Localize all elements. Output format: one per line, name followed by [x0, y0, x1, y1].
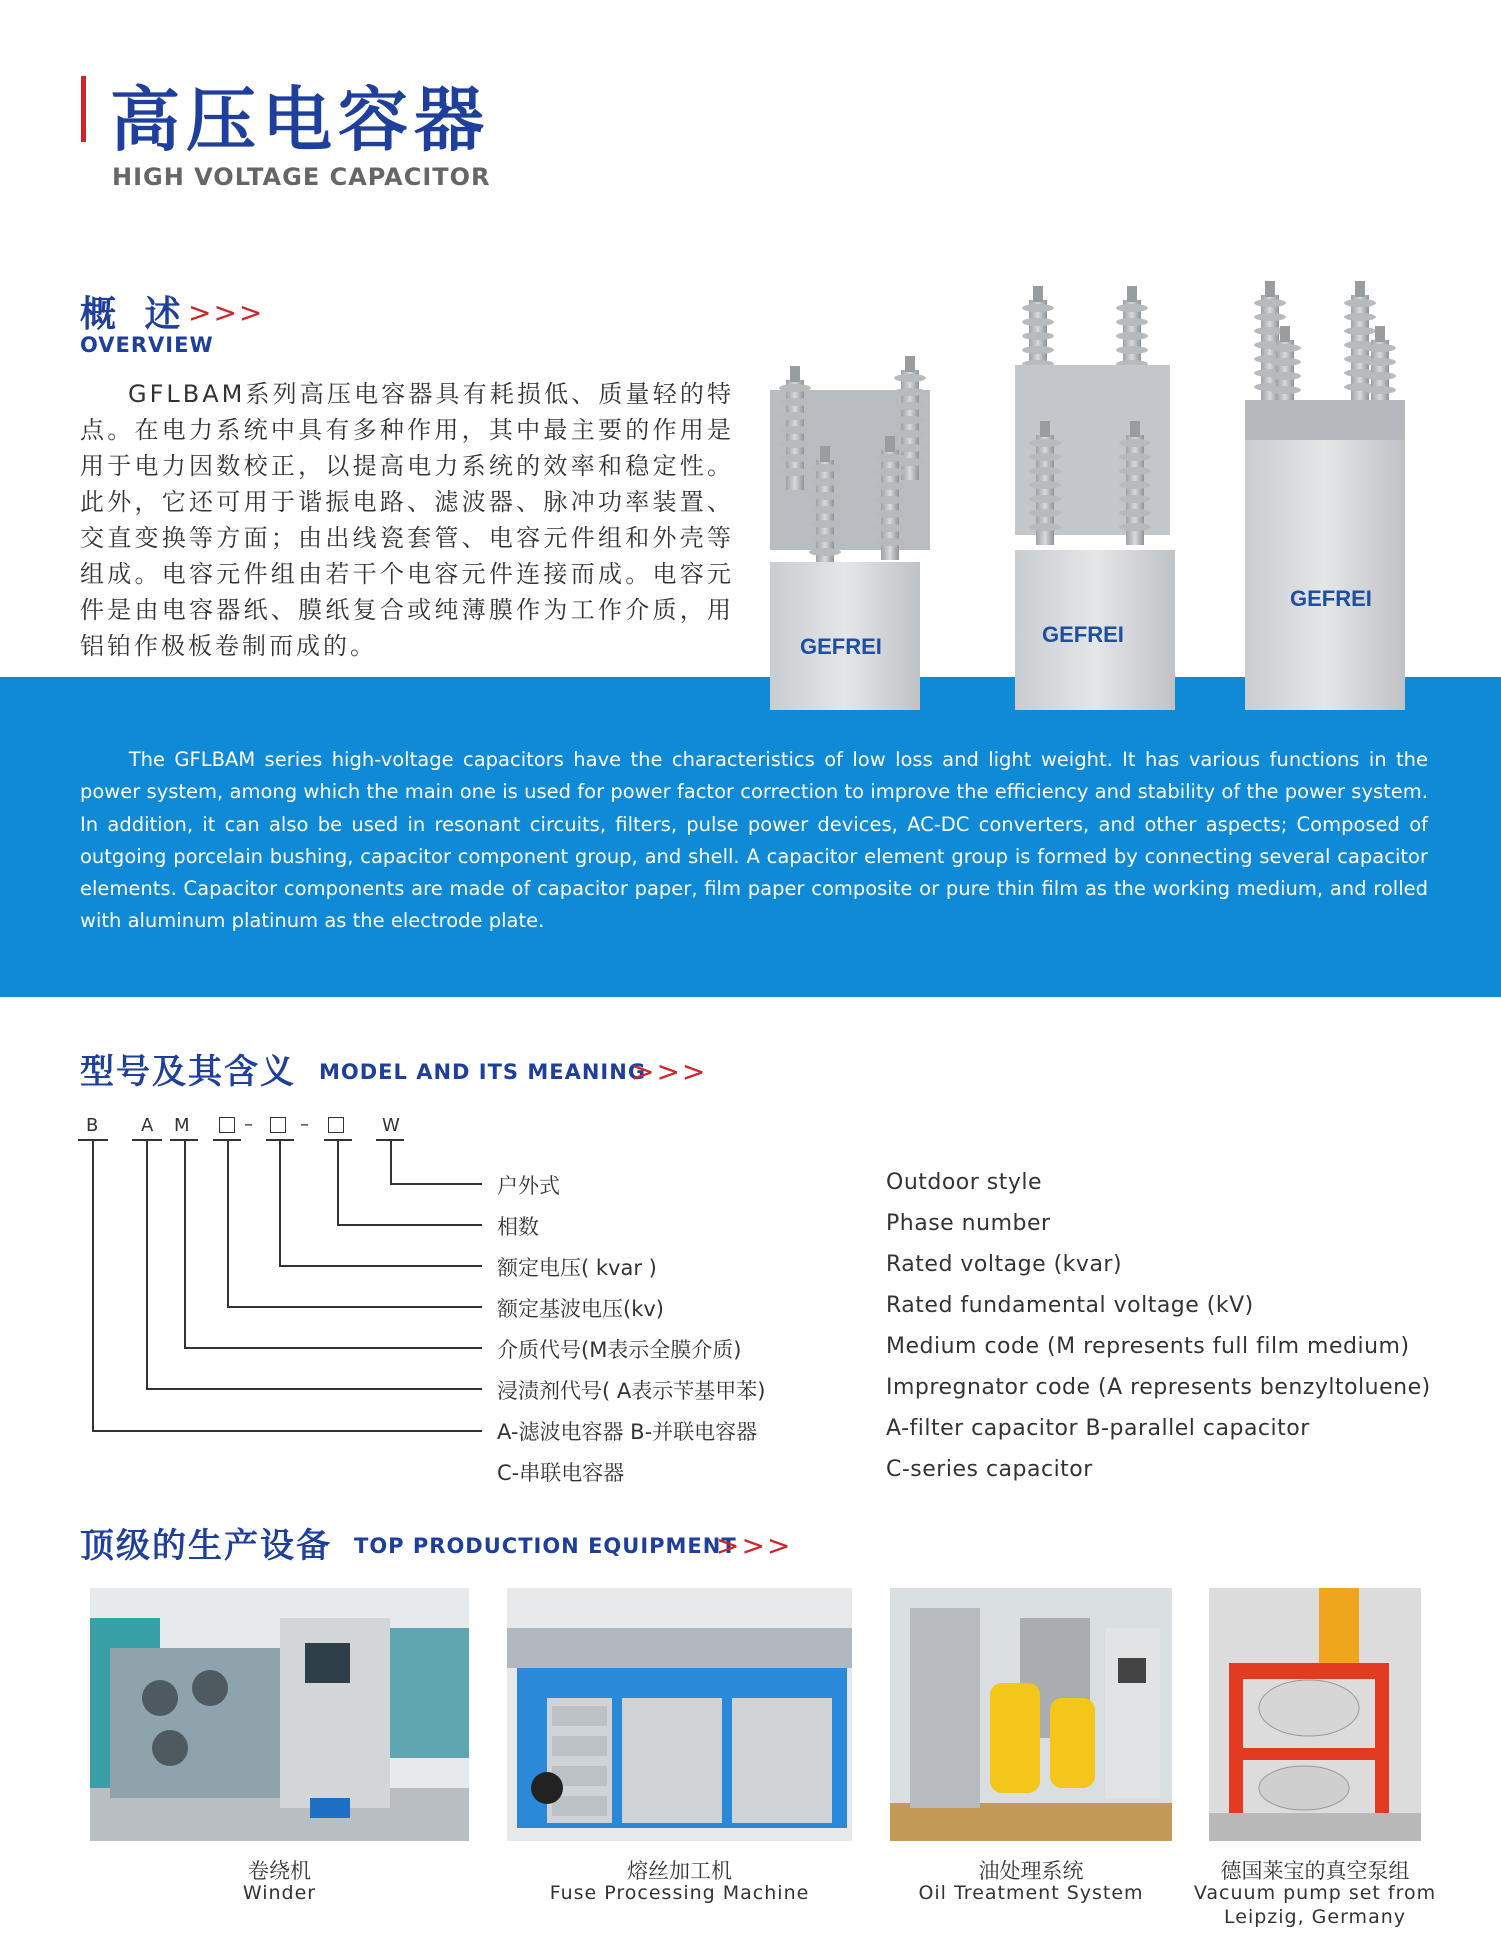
connector-line — [146, 1388, 482, 1390]
connector-line — [184, 1140, 186, 1347]
meaning-en: Rated voltage (kvar) — [886, 1252, 1123, 1277]
meaning-cn: 介质代号(M表示全膜介质) — [497, 1338, 742, 1362]
connector-line — [227, 1306, 482, 1308]
equipment-title: 顶级的生产设备 — [80, 1526, 332, 1566]
meaning-cn: A-滤波电容器 B-并联电容器 — [497, 1420, 758, 1444]
brand-logo: GEFREI — [1290, 586, 1372, 611]
code-box-3 — [328, 1117, 344, 1133]
overview-text-en: The GFLBAM series high-voltage capacitors have the characteristics of low loss and light weight. It has various functions in the power system, among which the main one is used for power factor correction to improve the efficiency and stability of the power system. In addition, it can also be used in resonant circuits, filters, pulse power devices, AC-DC converters, and other aspects; Composed of outgoing porcelain bushing, capacitor component group, and shell. A capacitor element group is formed by connecting several capacitor elements. Capacitor components are made of capacitor paper, film paper composite or pure thin film as the working medium, and rolled with aluminum platinum as the electrode plate. — [80, 748, 1428, 933]
code-letter-m: M — [174, 1115, 190, 1136]
code-box-1 — [219, 1117, 235, 1133]
meaning-cn: C-串联电容器 — [497, 1461, 625, 1485]
equipment-caption-en: Vacuum pump set from Leipzig, Germany — [1193, 1882, 1437, 1928]
title-accent-bar — [81, 76, 86, 142]
vacuum-pump-photo — [1209, 1588, 1421, 1841]
equipment-caption-en: Winder — [242, 1882, 317, 1904]
connector-line — [279, 1265, 482, 1267]
overview-arrows: >>> — [188, 296, 265, 329]
equipment-subtitle: TOP PRODUCTION EQUIPMENT — [354, 1534, 737, 1558]
model-subtitle: MODEL AND ITS MEANING — [319, 1060, 647, 1084]
connector-line — [146, 1140, 148, 1388]
equipment-arrows: >>> — [716, 1529, 793, 1562]
oil-treatment-photo — [890, 1588, 1172, 1841]
meaning-en: Medium code (M represents full film medium) — [886, 1334, 1410, 1359]
connector-line — [184, 1347, 482, 1349]
equipment-caption-en: Fuse Processing Machine — [549, 1882, 810, 1904]
code-letter-a: A — [141, 1115, 154, 1136]
meaning-en: Phase number — [886, 1211, 1051, 1236]
model-arrows: >>> — [631, 1055, 708, 1088]
meaning-cn: 户外式 — [497, 1174, 560, 1198]
brand-logo: GEFREI — [800, 634, 882, 659]
code-letter-w: W — [382, 1115, 400, 1136]
meaning-en: Rated fundamental voltage (kV) — [886, 1293, 1254, 1318]
connector-line — [337, 1224, 482, 1226]
connector-line — [227, 1140, 229, 1306]
meaning-en: Impregnator code (A represents benzyltoluene) — [886, 1375, 1431, 1400]
page-title: 高压电容器 — [110, 79, 490, 161]
meaning-cn: 相数 — [497, 1215, 539, 1239]
winder-photo — [90, 1588, 469, 1841]
meaning-cn: 额定电压( kvar ) — [497, 1256, 657, 1280]
connector-line — [390, 1140, 392, 1183]
connector-line — [279, 1140, 281, 1265]
equipment-caption-cn: 熔丝加工机 — [627, 1859, 732, 1883]
meaning-en: A-filter capacitor B-parallel capacitor — [886, 1416, 1310, 1441]
equipment-caption-cn: 卷绕机 — [248, 1859, 311, 1883]
equipment-caption-cn: 油处理系统 — [978, 1859, 1084, 1883]
code-dash-1: – — [244, 1114, 253, 1135]
fuse-processing-photo — [507, 1588, 852, 1841]
code-dash-2: – — [300, 1114, 309, 1135]
equipment-caption-en: Oil Treatment System — [918, 1882, 1144, 1904]
capacitor-product-image — [740, 270, 1440, 710]
brand-logo: GEFREI — [1042, 622, 1124, 647]
meaning-en: C-series capacitor — [886, 1457, 1093, 1482]
connector-line — [337, 1140, 339, 1224]
overview-title: 概 述 — [80, 294, 189, 335]
connector-line — [390, 1183, 482, 1185]
code-box-2 — [270, 1117, 286, 1133]
connector-line — [92, 1140, 94, 1430]
page-subtitle: HIGH VOLTAGE CAPACITOR — [112, 163, 491, 191]
meaning-cn: 浸渍剂代号( A表示苄基甲苯) — [497, 1379, 766, 1403]
overview-text-cn: GFLBAM系列高压电容器具有耗损低、质量轻的特点。在电力系统中具有多种作用，其中最主要的作用是用于电力因数校正，以提高电力系统的效率和稳定性。此外，它还可用于谐振电路、滤波器、脉冲功率装置、交直变换等方面；由出线瓷套管、电容元件组和外壳等组成。电容元件组由若干个电容元件连接而成。电容元件是由电容器纸、膜纸复合或纯薄膜作为工作介质，用铝铂作极板卷制而成的。 — [80, 380, 734, 660]
model-title: 型号及其含义 — [80, 1052, 296, 1092]
meaning-en: Outdoor style — [886, 1170, 1043, 1195]
connector-line — [92, 1430, 482, 1432]
code-letter-b: B — [86, 1115, 99, 1136]
overview-subtitle: OVERVIEW — [80, 333, 214, 357]
equipment-caption-cn: 德国莱宝的真空泵组 — [1220, 1859, 1410, 1883]
meaning-cn: 额定基波电压(kv) — [497, 1297, 664, 1321]
